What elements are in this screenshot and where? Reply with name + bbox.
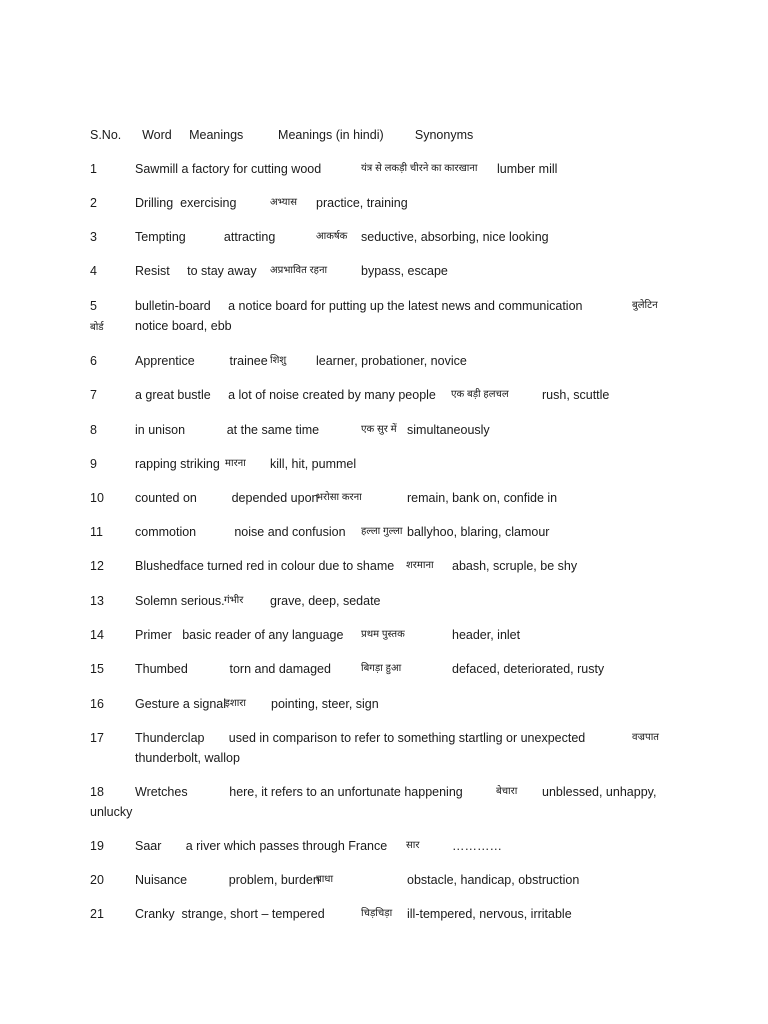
table-row: 7 a great bustle a lot of noise created by many people एक बड़ी हलचल rush, scuttle bbox=[90, 388, 610, 402]
table-row: 17 Thunderclap used in comparison to refer to something startling or unexpected वज्रपात bbox=[90, 731, 659, 745]
table-row: 14 Primer basic reader of any language प्रथम पुस्तक header, inlet bbox=[90, 628, 521, 642]
table-row-continuation: thunderbolt, wallop bbox=[135, 751, 240, 765]
table-row-continuation: unlucky bbox=[90, 805, 133, 819]
table-row: 19 Saar a river which passes through France सार ………… bbox=[90, 839, 502, 853]
table-header: S.No. Word Meanings Meanings (in hindi) Synonyms bbox=[90, 128, 474, 142]
table-row: 13 Solemn serious. गंभीर grave, deep, sedate bbox=[90, 594, 381, 608]
table-row: 11 commotion noise and confusion हल्ला गुल्ला ballyhoo, blaring, clamour bbox=[90, 525, 550, 539]
table-row: 5 bulletin-board a notice board for putting up the latest news and communication बुलेटिन bbox=[90, 299, 658, 313]
table-row: 21 Cranky strange, short – tempered चिड़चिड़ा ill-tempered, nervous, irritable bbox=[90, 907, 572, 921]
table-row: 3 Tempting attracting आकर्षक seductive, absorbing, nice looking bbox=[90, 230, 549, 244]
table-row: 15 Thumbed torn and damaged बिगड़ा हुआ defaced, deteriorated, rusty bbox=[90, 662, 605, 676]
table-row: 1 Sawmill a factory for cutting wood यंत्र से लकड़ी चीरने का कारखाना lumber mill bbox=[90, 162, 558, 176]
table-row: 8 in unison at the same time एक सुर में simultaneously bbox=[90, 423, 490, 437]
table-row: 12 Blushedface turned red in colour due to shame शरमाना abash, scruple, be shy bbox=[90, 559, 578, 573]
table-row: 2 Drilling exercising अभ्यास practice, training bbox=[90, 196, 408, 210]
table-row: 16 Gesture a signal इशारा pointing, steer, sign bbox=[90, 697, 379, 711]
table-row-continuation: बोर्ड notice board, ebb bbox=[90, 319, 232, 333]
table-row: 20 Nuisance problem, burden बाधा obstacle, handicap, obstruction bbox=[90, 873, 580, 887]
table-row: 9 rapping striking मारना kill, hit, pummel bbox=[90, 457, 357, 471]
table-row: 10 counted on depended upon भरोसा करना remain, bank on, confide in bbox=[90, 491, 558, 505]
table-row: 6 Apprentice trainee शिशु learner, probationer, novice bbox=[90, 354, 467, 368]
table-row: 18 Wretches here, it refers to an unfortunate happening बेचारा unblessed, unhappy, bbox=[90, 785, 657, 799]
table-row: 4 Resist to stay away अप्रभावित रहना bypass, escape bbox=[90, 264, 448, 278]
